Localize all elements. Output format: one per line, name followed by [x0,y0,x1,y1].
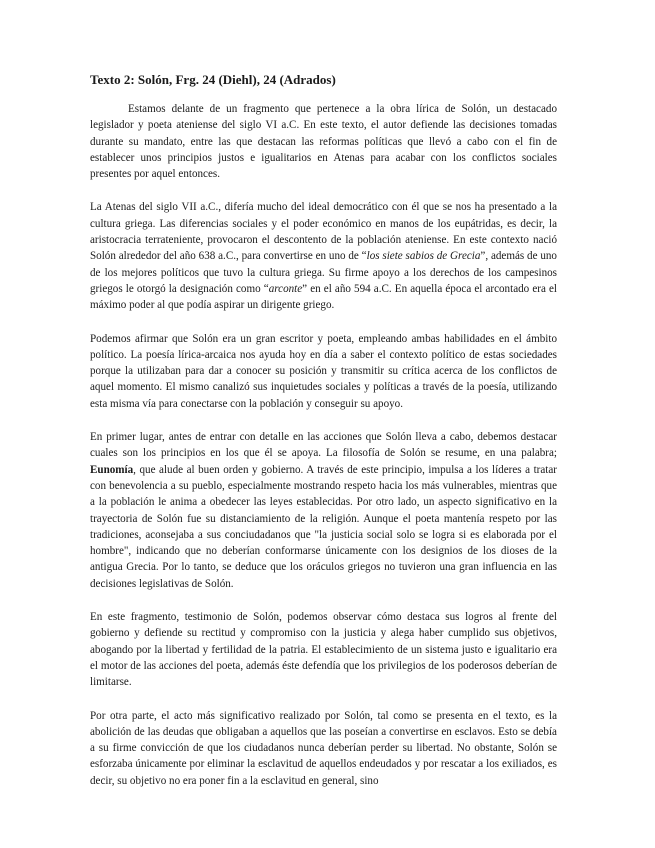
paragraph-principles-bold-eunomia: Eunomía [90,463,134,476]
paragraph-context-italic-arconte: arconte [268,282,303,295]
paragraph-fragment: En este fragmento, testimonio de Solón, podemos observar cómo destaca sus logros al frente del gobierno y defiende su rectitud y compromiso con la justicia y alega haber cumplido sus objetivos, abogando por la libertad y fertilidad de la patria. El establecimiento de un sistema justo e igualitario era el motor de las acciones del poeta, además éste defendía que los privilegios de los poderosos deberían de limitarse. [90,611,557,689]
paragraph-principles-text-1: En primer lugar, antes de entrar con detalle en las acciones que Solón lleva a cabo, debemos destacar cuales son los principios en los que él se apoya. La filosofía de Solón se resume, en una palabra; [90,431,557,460]
document-title: Texto 2: Solón, Frg. 24 (Diehl), 24 (Adrados) [90,72,336,87]
paragraph-principles-text-2: , que alude al buen orden y gobierno. A través de este principio, impulsa a los líderes a tratar con benevolencia a su pueblo, especialmente mostrando respeto hacia los más vulnerables, mientras que a la población le anima a obedecer las leyes establecidas. Por otro lado, un aspecto significativo en la trayectoria de Solón fue su distanciamiento de la religión. Aunque el poeta mantenía respeto por las tradiciones, aconsejaba a sus conciudadanos que "la justicia social solo se logra si es elaborada por el hombre", indicando que no deberían conformarse únicamente con los designios de los dioses de la antigua Grecia. Por lo tanto, se deduce que los oráculos griegos no tuvieron una gran influencia en las decisiones legislativas de Solón. [90,463,557,590]
paragraph-poet: Podemos afirmar que Solón era un gran escritor y poeta, empleando ambas habilidades en el ámbito político. La poesía lírica-arcaica nos ayuda hoy en día a saber el contexto político de estas sociedades porque la utilizaban para dar a conocer su posición y transmitir su crítica acerca de los conflictos de aquel momento. El mismo canalizó sus inquietudes sociales y políticas a través de la poesía, utilizando esta misma vía para conectarse con la población y conseguir su apoyo. [90,332,557,410]
paragraph-context-text-3: ” en el año 594 a.C. En aquella época el arcontado era el máximo poder al que podía aspirar un dirigente griego. [90,282,557,312]
paragraph-principles [90,429,557,592]
paragraph-context-text-2: ”, además de uno de los mejores políticos que tuvo la cultura griega. Su firme apoyo a los derechos de los campesinos griegos le otorgó la designación como “ [90,250,557,295]
paragraph-context-italic-sabios: los siete sabios de Grecia [366,250,481,263]
paragraph-context [90,199,557,313]
paragraph-context-text-1: La Atenas del siglo VII a.C., difería mucho del ideal democrático con él que se nos ha presentado a la cultura griega. Las diferencias sociales y el poder económico en manos de los eupátridas, es decir, la aristocracia terrateniente, provocaron el descontento de la población ateniense. En este contexto nació Solón alrededor del año 638 a.C., para convertirse en uno de “ [90,201,557,263]
paragraph-debts: Por otra parte, el acto más significativo realizado por Solón, tal como se presenta en el texto, es la abolición de las deudas que obligaban a aquellos que las poseían a convertirse en esclavos. Esto se debía a su firme convicción de que los ciudadanos nunca deberían perder su libertad. No obstante, Solón se esforzaba únicamente por eliminar la esclavitud de aquellos endeudados y por rescatar a los exiliados, es decir, su objetivo no era poner fin a la esclavitud en general, sino [90,709,557,787]
paragraph-intro: Estamos delante de un fragmento que pertenece a la obra lírica de Solón, un destacado legislador y poeta ateniense del siglo VI a.C. En este texto, el autor defiende las decisiones tomadas durante su mandato, entre las que destacan las reformas políticas que llevó a cabo con el fin de establecer unos principios justos e igualitarios en Atenas para acabar con los conflictos sociales presentes por aquel entonces. [90,103,557,181]
